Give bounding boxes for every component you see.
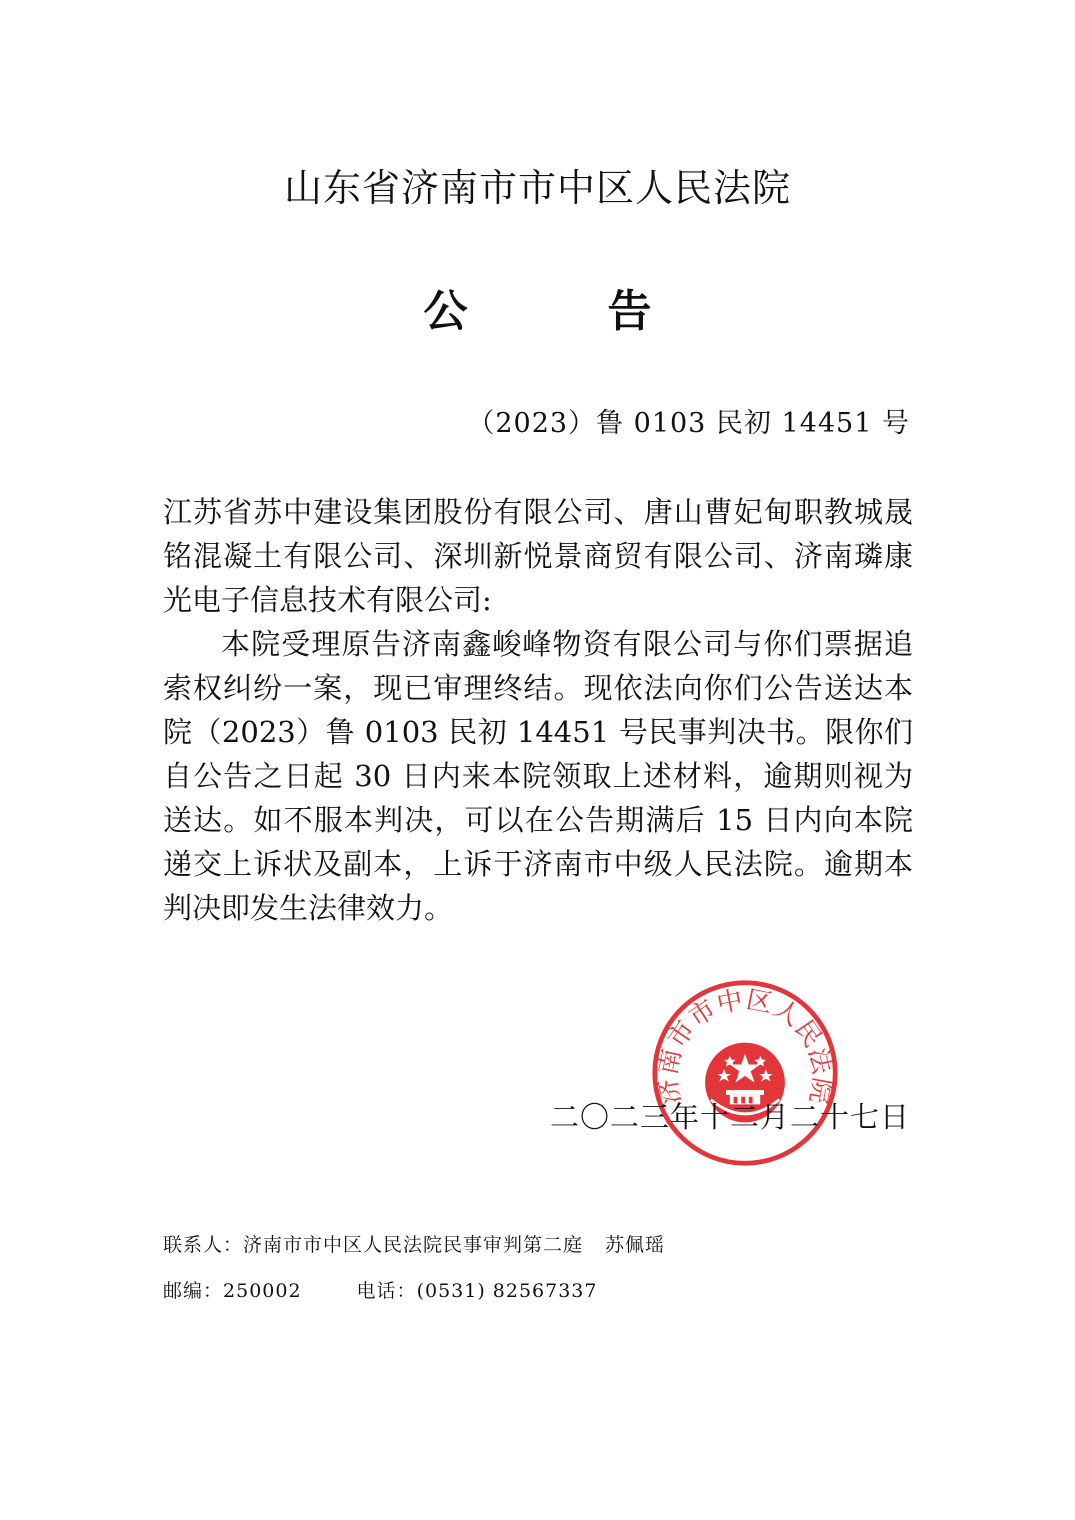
postal-phone-line xyxy=(163,1276,598,1306)
notice-body: 本院受理原告济南鑫峻峰物资有限公司与你们票据追索权纠纷一案，现已审理终结。现依法向你们公告送达本院（2023）鲁 0103 民初 14451 号民事判决书。限你们自公告之日起 30 日内来本院领取上述材料，逾期则视为送达。如不服本判决，可以在公告期满后 15 日内向本院递交上诉状及副本，上诉于济南市中级人民法院。逾期本判决即发生法律效力。 xyxy=(163,627,913,925)
recipients: 江苏省苏中建设集团股份有限公司、唐山曹妃甸职教城晟铭混凝土有限公司、深圳新悦景商贸有限公司、济南璘康光电子信息技术有限公司: xyxy=(163,495,913,617)
postal-code: 250002 xyxy=(223,1280,302,1302)
seal-text: 济南市市中区人民法院 xyxy=(652,984,838,1107)
contact-department: 济南市市中区人民法院民事审判第二庭 xyxy=(243,1234,584,1256)
contact-person: 苏佩瑶 xyxy=(605,1234,666,1256)
court-name: 山东省济南市市中区人民法院 xyxy=(283,166,791,210)
notice-title-right: 告 xyxy=(607,286,652,337)
court-seal xyxy=(650,978,840,1168)
contact-label: 联系人： xyxy=(163,1234,244,1256)
notice-title xyxy=(0,282,1075,342)
case-number: （2023）鲁 0103 民初 14451 号 xyxy=(467,408,910,439)
phone-number: (0531) 82567337 xyxy=(416,1280,598,1302)
phone-label: 电话： xyxy=(356,1280,417,1302)
postal-label: 邮编： xyxy=(163,1280,224,1302)
issue-date: 二〇二三年十二月二十七日 xyxy=(549,1100,910,1134)
notice-title-left: 公 xyxy=(423,286,468,337)
contact-line xyxy=(163,1230,665,1260)
